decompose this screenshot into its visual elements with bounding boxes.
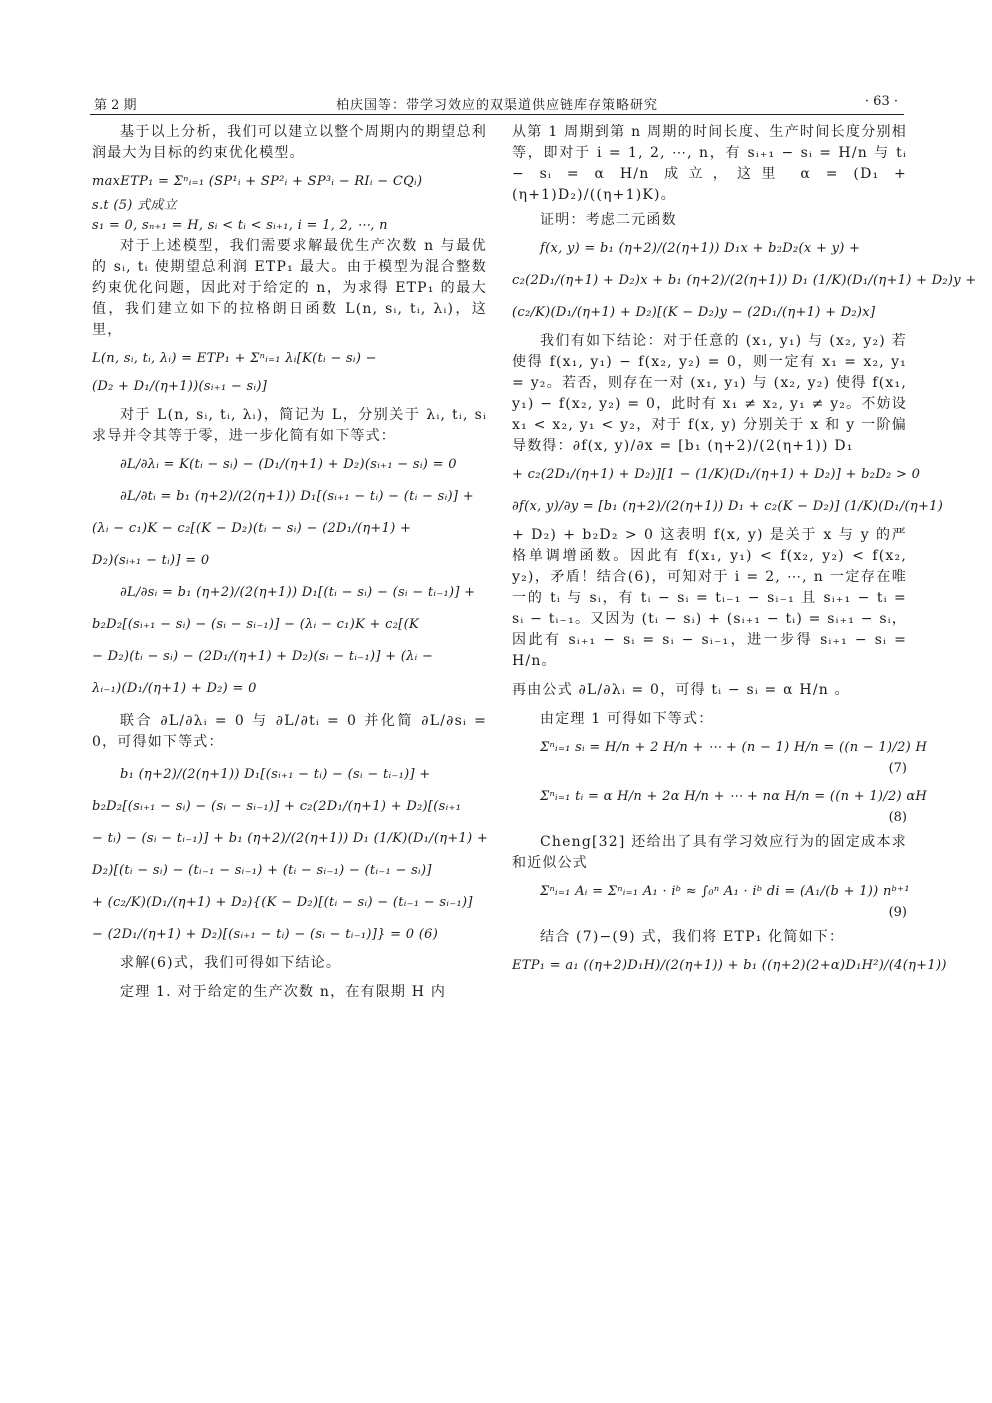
paragraph: 再由公式 ∂L/∂λᵢ = 0，可得 tᵢ − sᵢ = α H/n 。 [512,682,850,698]
theorem-1: 定理 1. 对于给定的生产次数 n，在有限期 H 内 [120,984,447,1000]
paragraph: + D₂) + b₂D₂ > 0 这表明 f(x, y) 是关于 x 与 y 的严格单调增函数。因此有 f(x₁, y₁) < f(x₂, y₂) < f(x₂, y₂)，矛盾！结合(6)，可知对于 i = 2, ⋯, n 一定存在唯一的 tᵢ 与 sᵢ，有 tᵢ − sᵢ = tᵢ₋₁ − sᵢ₋₁ 且 sᵢ₊₁ − tᵢ = sᵢ − tᵢ₋₁。又因为 (tᵢ − sᵢ) + (sᵢ₊₁ − tᵢ) = sᵢ₊₁ − sᵢ，因此有 sᵢ₊₁ − sᵢ = sᵢ − sᵢ₋₁，进一步得 sᵢ₊₁ − sᵢ = H/n。 [512,527,907,669]
running-header [90,92,904,115]
equation-max-etp: maxETP₁ = Σⁿᵢ₌₁ (SP¹ᵢ + SP²ᵢ + SP³ᵢ − RIᵢ − CQᵢ) [92,174,423,189]
equation-derivative-t: (λᵢ − c₁)K − c₂[(K − D₂)(tᵢ − sᵢ) − (2D₁/(η+1) + [92,521,412,536]
paragraph: 证明：考虑二元函数 [540,212,677,228]
equation-6: − tᵢ) − (sᵢ − tᵢ₋₁)] + b₁ (η+2)/(2(η+1)) D₁ (1/K)(D₁/(η+1) + [92,831,489,846]
equation-derivative-s: − D₂)(tᵢ − sᵢ) − (2D₁/(η+1) + D₂)(sᵢ − tᵢ₋₁)] + (λᵢ − [92,649,434,664]
equation-derivative-t: ∂L/∂tᵢ = b₁ (η+2)/(2(η+1)) D₁[(sᵢ₊₁ − tᵢ) − (tᵢ − sᵢ)] + [120,489,474,504]
paragraph: 从第 1 周期到第 n 周期的时间长度、生产时间长度分别相等，即对于 i = 1, 2, ⋯, n，有 sᵢ₊₁ − sᵢ = H/n 与 tᵢ − sᵢ = α H/n 成立，这里 α = (D₁ + (η+1)D₂)/((η+1)K)。 [512,124,907,203]
running-title: 柏庆国等：带学习效应的双渠道供应链库存策略研究 [335,98,658,113]
equation-derivative-s: λᵢ₋₁)(D₁/(η+1) + D₂) = 0 [92,681,257,696]
equation-derivative-s: ∂L/∂sᵢ = b₁ (η+2)/(2(η+1)) D₁[(tᵢ − sᵢ) − (sᵢ − tᵢ₋₁)] + [120,585,476,600]
equation-f: c₂(2D₁/(η+1) + D₂)x + b₁ (η+2)/(2(η+1)) D₁ (1/K)(D₁/(η+1) + D₂)y + [512,273,977,288]
paragraph: 由定理 1 可得如下等式： [540,711,714,727]
paragraph: 联合 ∂L/∂λᵢ = 0 与 ∂L/∂tᵢ = 0 并化简 ∂L/∂sᵢ = 0，可得如下等式： [92,713,487,750]
equation-partial-x: + c₂(2D₁/(η+1) + D₂)][1 − (1/K)(D₁/(η+1) + D₂)] + b₂D₂ > 0 [512,467,921,482]
paragraph: Cheng[32] 还给出了具有学习效应行为的固定成本求和近似公式 [512,834,907,871]
paragraph: 对于上述模型，我们需要求解最优生产次数 n 与最优的 sᵢ, tᵢ 使期望总利润 ETP₁ 最大。由于模型为混合整数约束优化问题，因此对于给定的 n，为求得 ETP₁ 的最大值，我们建立如下的拉格朗日函数 L(n, sᵢ, tᵢ, λᵢ)，这里， [92,238,487,338]
constraint: s₁ = 0, sₙ₊₁ = H, sᵢ < tᵢ < sᵢ₊₁, i = 1, 2, ⋯, n [92,218,388,233]
equation-6: b₁ (η+2)/(2(η+1)) D₁[(sᵢ₊₁ − tᵢ) − (sᵢ − tᵢ₋₁)] + [120,767,431,782]
equation-6: D₂)[(tᵢ − sᵢ) − (tᵢ₋₁ − sᵢ₋₁) + (tᵢ − sᵢ₋₁) − (tᵢ₋₁ − sᵢ)] [92,863,432,878]
equation-9: Σⁿᵢ₌₁ Aᵢ = Σⁿᵢ₌₁ A₁ · iᵇ ≈ ∫₀ⁿ A₁ · iᵇ di = (A₁/(b + 1)) nᵇ⁺¹ [540,884,910,899]
equation-f: f(x, y) = b₁ (η+2)/(2(η+1)) D₁x + b₂D₂(x + y) + [540,241,861,256]
paragraph: 结合 (7)−(9) 式，我们将 ETP₁ 化简如下： [540,929,845,945]
equation-partial-y: ∂f(x, y)/∂y = [b₁ (η+2)/(2(η+1)) D₁ + c₂(K − D₂)] (1/K)(D₁/(η+1) [512,499,944,514]
paragraph: 求解(6)式，我们可得如下结论。 [120,955,342,971]
equation-derivative-lambda: ∂L/∂λᵢ = K(tᵢ − sᵢ) − (D₁/(η+1) + D₂)(sᵢ₊₁ − sᵢ) = 0 [120,457,457,472]
constraint-label: s.t (5) 式成立 [92,198,178,213]
equation-6: + (c₂/K)(D₁/(η+1) + D₂){(K − D₂)[(tᵢ − sᵢ) − (tᵢ₋₁ − sᵢ₋₁)] [92,895,473,910]
equation-lagrange-2: (D₂ + D₁/(η+1))(sᵢ₊₁ − sᵢ)] [92,379,268,394]
equation-number: (8) [888,810,907,825]
equation-f: (c₂/K)(D₁/(η+1) + D₂)[(K − D₂)y − (2D₁/(η+1) + D₂)x] [512,305,876,320]
paragraph: 基于以上分析，我们可以建立以整个周期内的期望总利润最大为目标的约束优化模型。 [92,124,487,161]
equation-8: Σⁿᵢ₌₁ tᵢ = α H/n + 2α H/n + ⋯ + nα H/n = ((n + 1)/2) αH [540,789,928,804]
equation-6: − (2D₁/(η+1) + D₂)[(sᵢ₊₁ − tᵢ) − (sᵢ − tᵢ₋₁)]} = 0 (6) [92,927,439,942]
equation-7: Σⁿᵢ₌₁ sᵢ = H/n + 2 H/n + ⋯ + (n − 1) H/n = ((n − 1)/2) H [540,740,928,755]
equation-6: b₂D₂[(sᵢ₊₁ − sᵢ) − (sᵢ − sᵢ₋₁)] + c₂(2D₁/(η+1) + D₂)[(sᵢ₊₁ [92,799,462,814]
paragraph: 我们有如下结论：对于任意的 (x₁, y₁) 与 (x₂, y₂) 若使得 f(x₁, y₁) − f(x₂, y₂) = 0，则一定有 x₁ = x₂, y₁ = y₂。若否，则存在一对 (x₁, y₁) 与 (x₂, y₂) 使得 f(x₁, y₁) − f(x₂, y₂) = 0，此时有 x₁ ≠ x₂, y₁ ≠ y₂。不妨设 x₁ < x₂, y₁ < y₂，对于 f(x, y) 分别关于 x 和 y 一阶偏导数得：∂f(x, y)/∂x = [b₁ (η+2)/(2(η+1)) D₁ [512,333,907,454]
issue-number: 第 2 期 [94,98,137,113]
equation-derivative-s: b₂D₂[(sᵢ₊₁ − sᵢ) − (sᵢ − sᵢ₋₁)] − (λᵢ − c₁)K + c₂[(K [92,617,419,632]
equation-number: (7) [888,761,907,776]
equation-lagrange-1: L(n, sᵢ, tᵢ, λᵢ) = ETP₁ + Σⁿᵢ₌₁ λᵢ[K(tᵢ − sᵢ) − [92,351,377,366]
paragraph: 对于 L(n, sᵢ, tᵢ, λᵢ)，简记为 L，分别关于 λᵢ, tᵢ, sᵢ 求导并令其等于零，进一步化简有如下等式： [92,407,487,444]
equation-number: (9) [888,905,907,920]
right-column [512,122,977,976]
equation-etp: ETP₁ = a₁ ((η+2)D₁H)/(2(η+1)) + b₁ ((η+2)(2+α)D₁H²)/(4(η+1)) [512,958,947,973]
equation-derivative-t: D₂)(sᵢ₊₁ − tᵢ)] = 0 [92,553,210,568]
left-column [92,122,487,1003]
page-number: · 63 · [864,94,898,109]
